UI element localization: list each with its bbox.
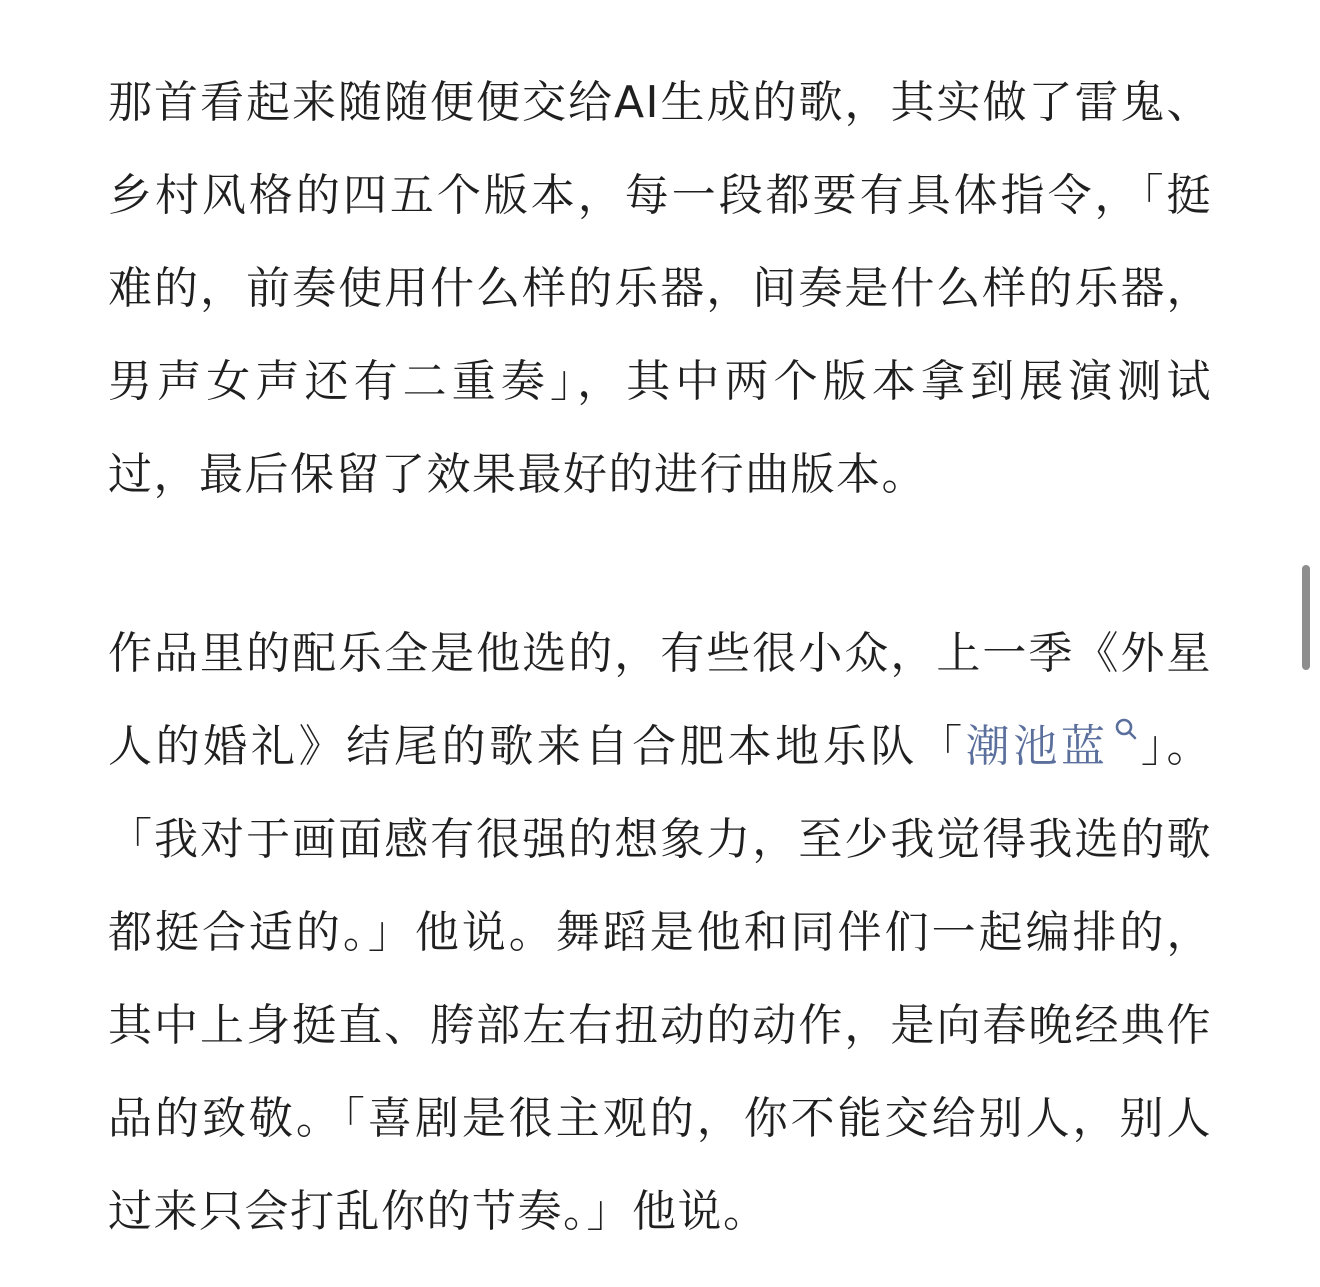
band-search-link[interactable]: 潮池蓝: [965, 721, 1109, 772]
paragraph-1: 那首看起来随随便便交给AI生成的歌，其实做了雷鬼、乡村风格的四五个版本，每一段都要有具体指令，「挺难的，前奏使用什么样的乐器，间奏是什么样的乐器，男声女声还有二重奏」，其中两个版本拿到展演测试过，最后保留了效果最好的进行曲版本。: [108, 77, 1212, 500]
paragraph-2-text-after-link: 」。「我对于画面感有很强的想象力，至少我觉得我选的歌都挺合适的。」他说。舞蹈是他和同伴们一起编排的，其中上身挺直、胯部左右扭动的动作，是向春晚经典作品的致敬。「喜剧是很主观的，你不能交给别人，别人过来只会打乱你的节奏。」他说。: [108, 721, 1213, 1237]
article-body: [108, 56, 1212, 1258]
paragraph-2: [108, 607, 1212, 1258]
vertical-scrollbar[interactable]: [1302, 565, 1310, 670]
paragraph-2-text-before-link: 作品里的配乐全是他选的，有些很小众，上一季《外星人的婚礼》结尾的歌来自合肥本地乐队「: [108, 628, 1212, 772]
search-icon[interactable]: [1113, 716, 1139, 742]
